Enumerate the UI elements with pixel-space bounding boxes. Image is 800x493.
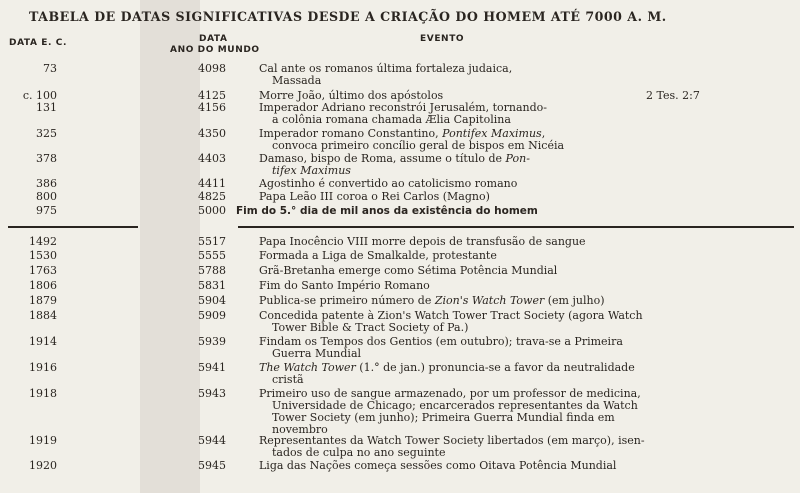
date-ce: 1492 (29, 235, 57, 248)
event-text (259, 153, 759, 177)
date-ce: 1879 (29, 294, 57, 307)
event-text (259, 460, 759, 472)
event-line: Tower Society (em junho); Primeira Guerra Mundial finda em (272, 411, 615, 424)
date-ce: 1530 (29, 249, 57, 262)
event-line: Tower Bible & Tract Society of Pa.) (272, 321, 469, 334)
event-text (259, 102, 759, 126)
date-am: 5909 (198, 309, 226, 322)
scripture-reference: 2 Tes. 2:7 (646, 89, 700, 102)
event-text (259, 178, 759, 190)
event-line: Liga das Nações começa sessões como Oitava Potência Mundial (259, 459, 617, 472)
event-line: Concedida patente à Zion's Watch Tower Tract Society (agora Watch (259, 309, 643, 322)
event-line: Publica-se primeiro número de Zion's Watch Tower (em julho) (259, 294, 605, 307)
event-line: Guerra Mundial (272, 347, 362, 360)
date-ce: 325 (36, 127, 57, 140)
event-line: cristã (272, 373, 304, 386)
event-line: a colônia romana chamada Ælia Capitolina (272, 113, 511, 126)
event-line: tados de culpa no ano seguinte (272, 446, 446, 459)
event-text (259, 295, 759, 307)
header-ano-do-mundo: ANO DO MUNDO (170, 45, 260, 55)
date-ce: 1884 (29, 309, 57, 322)
event-text (259, 128, 759, 152)
event-line: Damaso, bispo de Roma, assume o título de Pon- (259, 152, 530, 165)
date-am: 4350 (198, 127, 226, 140)
date-ce: 1763 (29, 264, 57, 277)
date-ce: 131 (36, 101, 57, 114)
date-ce: 1916 (29, 361, 57, 374)
event-line: Morre João, último dos apóstolos (259, 89, 444, 102)
date-am: 5000 (198, 204, 226, 217)
date-am: 5939 (198, 335, 226, 348)
date-ce: 1920 (29, 459, 57, 472)
event-line: Papa Inocêncio VIII morre depois de transfusão de sangue (259, 235, 586, 248)
date-ce: 386 (36, 177, 57, 190)
page-shadow (140, 0, 200, 493)
event-line: Findam os Tempos dos Gentios (em outubro); trava-se a Primeira (259, 335, 623, 348)
date-ce: 1918 (29, 387, 57, 400)
event-line: Grã-Bretanha emerge como Sétima Potência Mundial (259, 264, 558, 277)
event-text (259, 310, 759, 334)
date-ce: 1919 (29, 434, 57, 447)
date-am: 4411 (198, 177, 226, 190)
date-ce: c. 100 (22, 89, 57, 102)
event-line: novembro (272, 423, 328, 436)
event-line: Agostinho é convertido ao catolicismo romano (259, 177, 518, 190)
header-data-ec: DATA E. C. (9, 38, 68, 48)
event-line: Universidade de Chicago; encarcerados representantes da Watch (272, 399, 638, 412)
date-ce: 975 (36, 204, 57, 217)
event-line: Imperador Adriano reconstrói Jerusalém, tornando- (259, 101, 548, 114)
date-am: 4098 (198, 62, 226, 75)
event-text (259, 388, 759, 436)
event-line: Primeiro uso de sangue armazenado, por um professor de medicina, (259, 387, 641, 400)
event-line: convoca primeiro concílio geral de bispos em Nicéia (272, 139, 565, 152)
event-text (236, 205, 736, 217)
event-text (259, 236, 759, 248)
event-line: Imperador romano Constantino, Pontifex Maximus, (259, 127, 546, 140)
date-am: 5904 (198, 294, 226, 307)
date-ce: 1914 (29, 335, 57, 348)
divider-left (8, 226, 138, 228)
date-ce: 378 (36, 152, 57, 165)
event-line: Fim do 5.° dia de mil anos da existência do homem (236, 205, 538, 217)
date-am: 5517 (198, 235, 226, 248)
event-text (259, 250, 759, 262)
date-am: 5944 (198, 434, 226, 447)
divider-right (238, 226, 794, 228)
date-am: 4825 (198, 190, 226, 203)
event-line: tifex Maximus (272, 164, 351, 177)
date-am: 5555 (198, 249, 226, 262)
date-am: 5941 (198, 361, 226, 374)
event-text (259, 265, 759, 277)
header-data: DATA (199, 34, 228, 44)
event-line: The Watch Tower (1.° de jan.) pronuncia-se a favor da neutralidade (259, 361, 635, 374)
date-ce: 73 (43, 62, 57, 75)
date-am: 4125 (198, 89, 226, 102)
event-line: Papa Leão III coroa o Rei Carlos (Magno) (259, 190, 490, 203)
date-am: 5945 (198, 459, 226, 472)
date-am: 5788 (198, 264, 226, 277)
page-title: TABELA DE DATAS SIGNIFICATIVAS DESDE A CRIAÇÃO DO HOMEM ATÉ 7000 A. M. (29, 9, 667, 24)
date-ce: 800 (36, 190, 57, 203)
event-text (259, 191, 759, 203)
event-line: Massada (272, 74, 322, 87)
date-am: 5943 (198, 387, 226, 400)
date-am: 4403 (198, 152, 226, 165)
event-text (259, 336, 759, 360)
event-line: Cal ante os romanos última fortaleza judaica, (259, 62, 513, 75)
header-evento: EVENTO (420, 34, 465, 44)
event-line: Formada a Liga de Smalkalde, protestante (259, 249, 497, 262)
event-text (259, 435, 759, 459)
date-ce: 1806 (29, 279, 57, 292)
date-am: 4156 (198, 101, 226, 114)
event-text (259, 63, 759, 87)
event-text (259, 362, 759, 386)
event-text (259, 280, 759, 292)
date-am: 5831 (198, 279, 226, 292)
event-line: Fim do Santo Império Romano (259, 279, 430, 292)
event-line: Representantes da Watch Tower Society libertados (em março), isen- (259, 434, 645, 447)
